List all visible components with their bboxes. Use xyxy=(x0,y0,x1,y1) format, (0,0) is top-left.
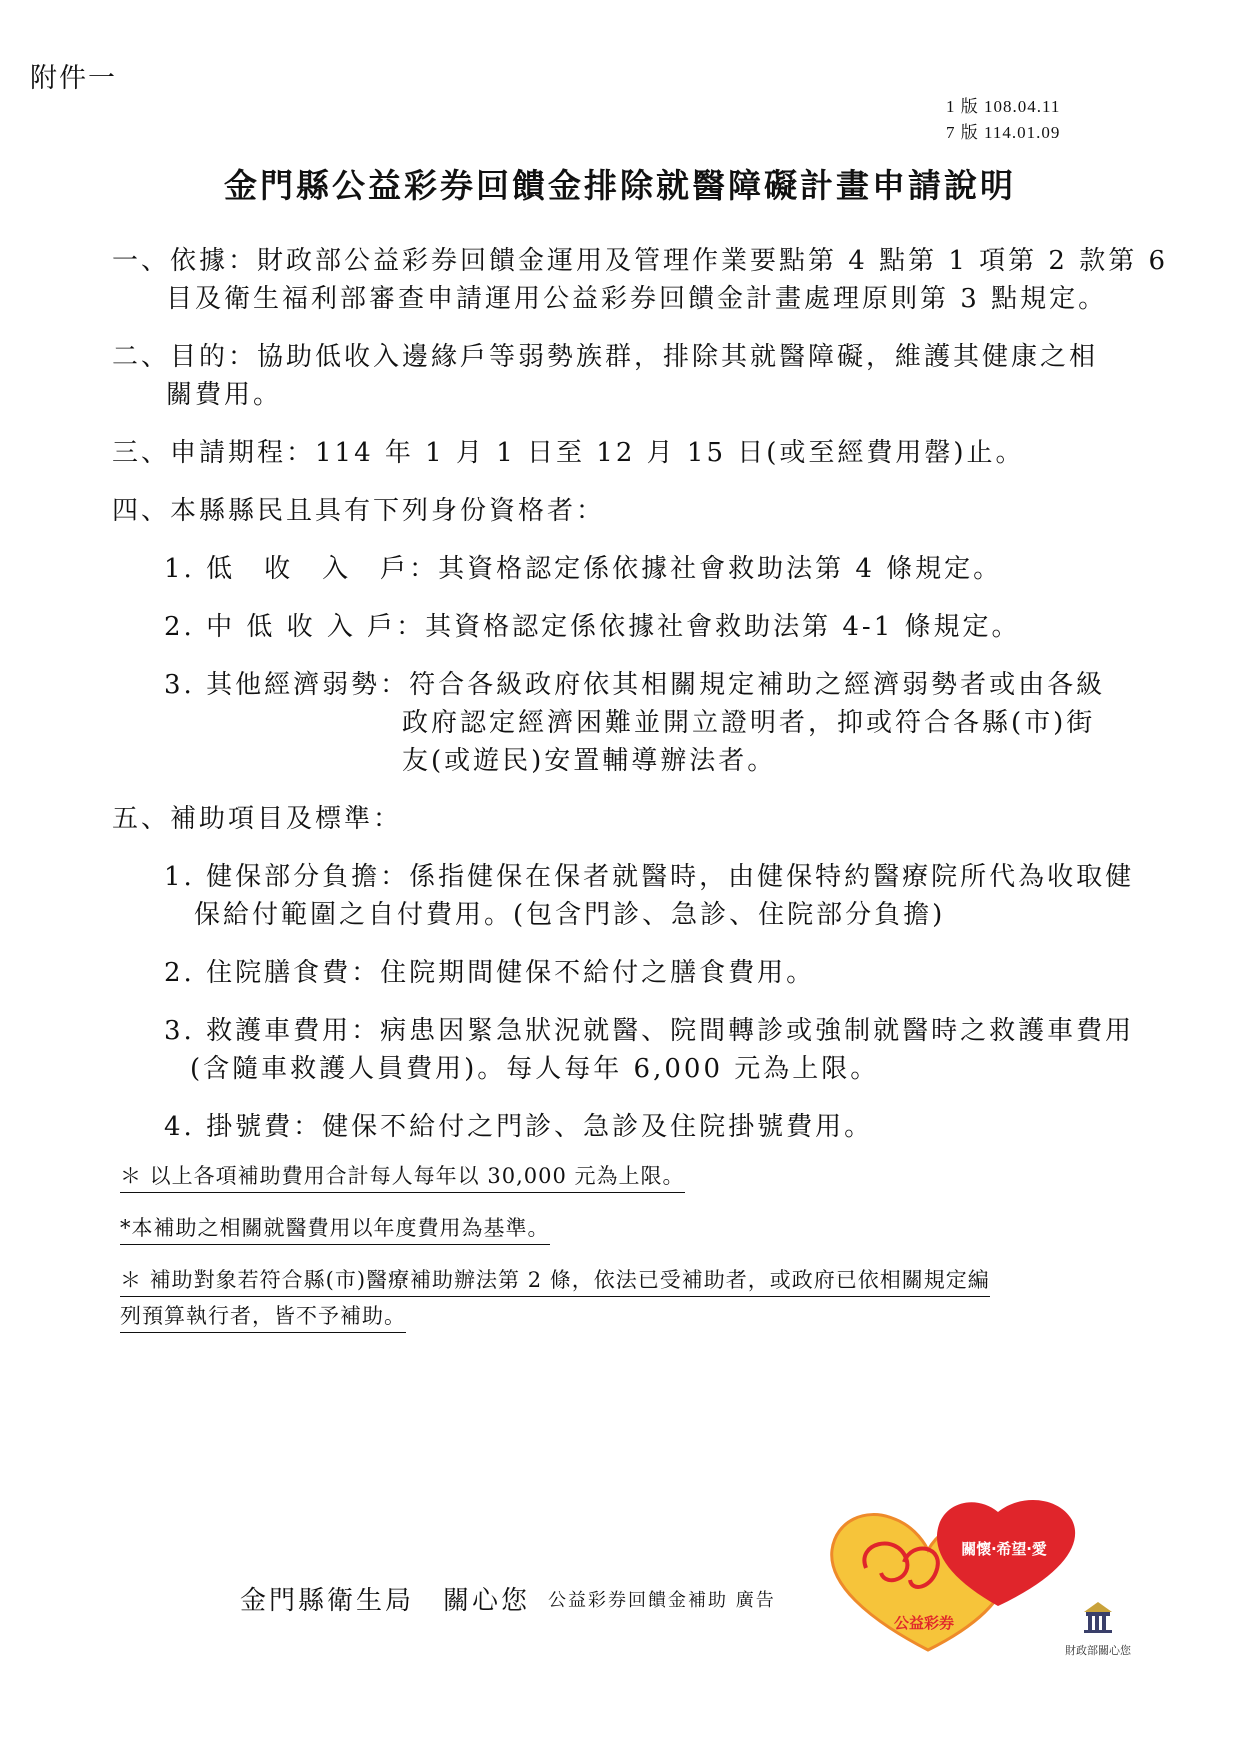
lottery-heart-logo xyxy=(826,1488,1140,1666)
section-3-line-1: 三、申請期程：114 年 1 月 1 日至 12 月 15 日(或至經費用罄)止。 xyxy=(112,438,1025,468)
section-5-heading: 五、補助項目及標準： xyxy=(112,804,403,834)
section-4-item-3-line-1: 3. 其他經濟弱勢：符合各級政府依其相關規定補助之經濟弱勢者或由各級 xyxy=(164,670,1106,700)
section-4-item-3-line-3: 友(或遊民)安置輔導辦法者。 xyxy=(402,746,777,776)
section-5-item-1-line-1: 1. 健保部分負擔：係指健保在保者就醫時，由健保特約醫療院所代為收取健 xyxy=(164,862,1135,892)
section-2-line-2: 關費用。 xyxy=(166,380,283,410)
version-line-1: 1 版 108.04.11 xyxy=(946,97,1061,116)
section-5-item-2: 2. 住院膳食費：住院期間健保不給付之膳食費用。 xyxy=(164,958,816,988)
lottery-label-text: 公益彩券 xyxy=(893,1614,955,1632)
document-title: 金門縣公益彩券回饋金排除就醫障礙計畫申請說明 xyxy=(224,166,1016,205)
section-4-item-1: 1. 低 收 入 戶：其資格認定係依據社會救助法第 4 條規定。 xyxy=(164,554,1003,584)
section-5-item-1-line-2: 保給付範圍之自付費用。(包含門診、急診、住院部分負擔) xyxy=(194,900,946,930)
attachment-label: 附件一 xyxy=(30,63,117,94)
mof-caption-text: 財政部關心您 xyxy=(1065,1644,1131,1657)
heart-slogan-text: 關懷‧希望‧愛 xyxy=(961,1540,1047,1558)
section-4-item-3-line-2: 政府認定經濟困難並開立證明者，抑或符合各縣(市)街 xyxy=(402,708,1096,738)
lottery-logo xyxy=(826,1488,1140,1666)
section-1-line-2: 目及衛生福利部審查申請運用公益彩券回饋金計畫處理原則第 3 點規定。 xyxy=(166,284,1108,314)
section-4-heading: 四、本縣縣民且具有下列身份資格者： xyxy=(112,496,606,526)
note-2: *本補助之相關就醫費用以年度費用為基準。 xyxy=(120,1212,550,1245)
section-5-item-3-line-2: (含隨車救護人員費用)。每人每年 6,000 元為上限。 xyxy=(190,1054,880,1084)
footer-bureau: 金門縣衛生局 關心您 xyxy=(240,1586,531,1616)
footer-ad: 公益彩券回饋金補助 廣告 xyxy=(548,1590,776,1611)
section-1-line-1: 一、依據：財政部公益彩券回饋金運用及管理作業要點第 4 點第 1 項第 2 款第 6 xyxy=(112,246,1169,276)
section-5-item-4: 4. 掛號費：健保不給付之門診、急診及住院掛號費用。 xyxy=(164,1112,874,1142)
note-1: ＊ 以上各項補助費用合計每人每年以 30,000 元為上限。 xyxy=(120,1160,685,1193)
section-2-line-1: 二、目的：協助低收入邊緣戶等弱勢族群，排除其就醫障礙，維護其健康之相 xyxy=(112,342,1099,372)
section-5-item-3-line-1: 3. 救護車費用：病患因緊急狀況就醫、院間轉診或強制就醫時之救護車費用 xyxy=(164,1016,1135,1046)
mof-building-icon xyxy=(1084,1602,1112,1633)
version-line-2: 7 版 114.01.09 xyxy=(946,123,1061,142)
note-3-line-2: 列預算執行者，皆不予補助。 xyxy=(120,1300,406,1333)
section-4-item-2: 2. 中 低 收 入 戶：其資格認定係依據社會救助法第 4-1 條規定。 xyxy=(164,612,1021,642)
note-3-line-1: ＊ 補助對象若符合縣(市)醫療補助辦法第 2 條，依法已受補助者，或政府已依相關規定編 xyxy=(120,1264,990,1297)
